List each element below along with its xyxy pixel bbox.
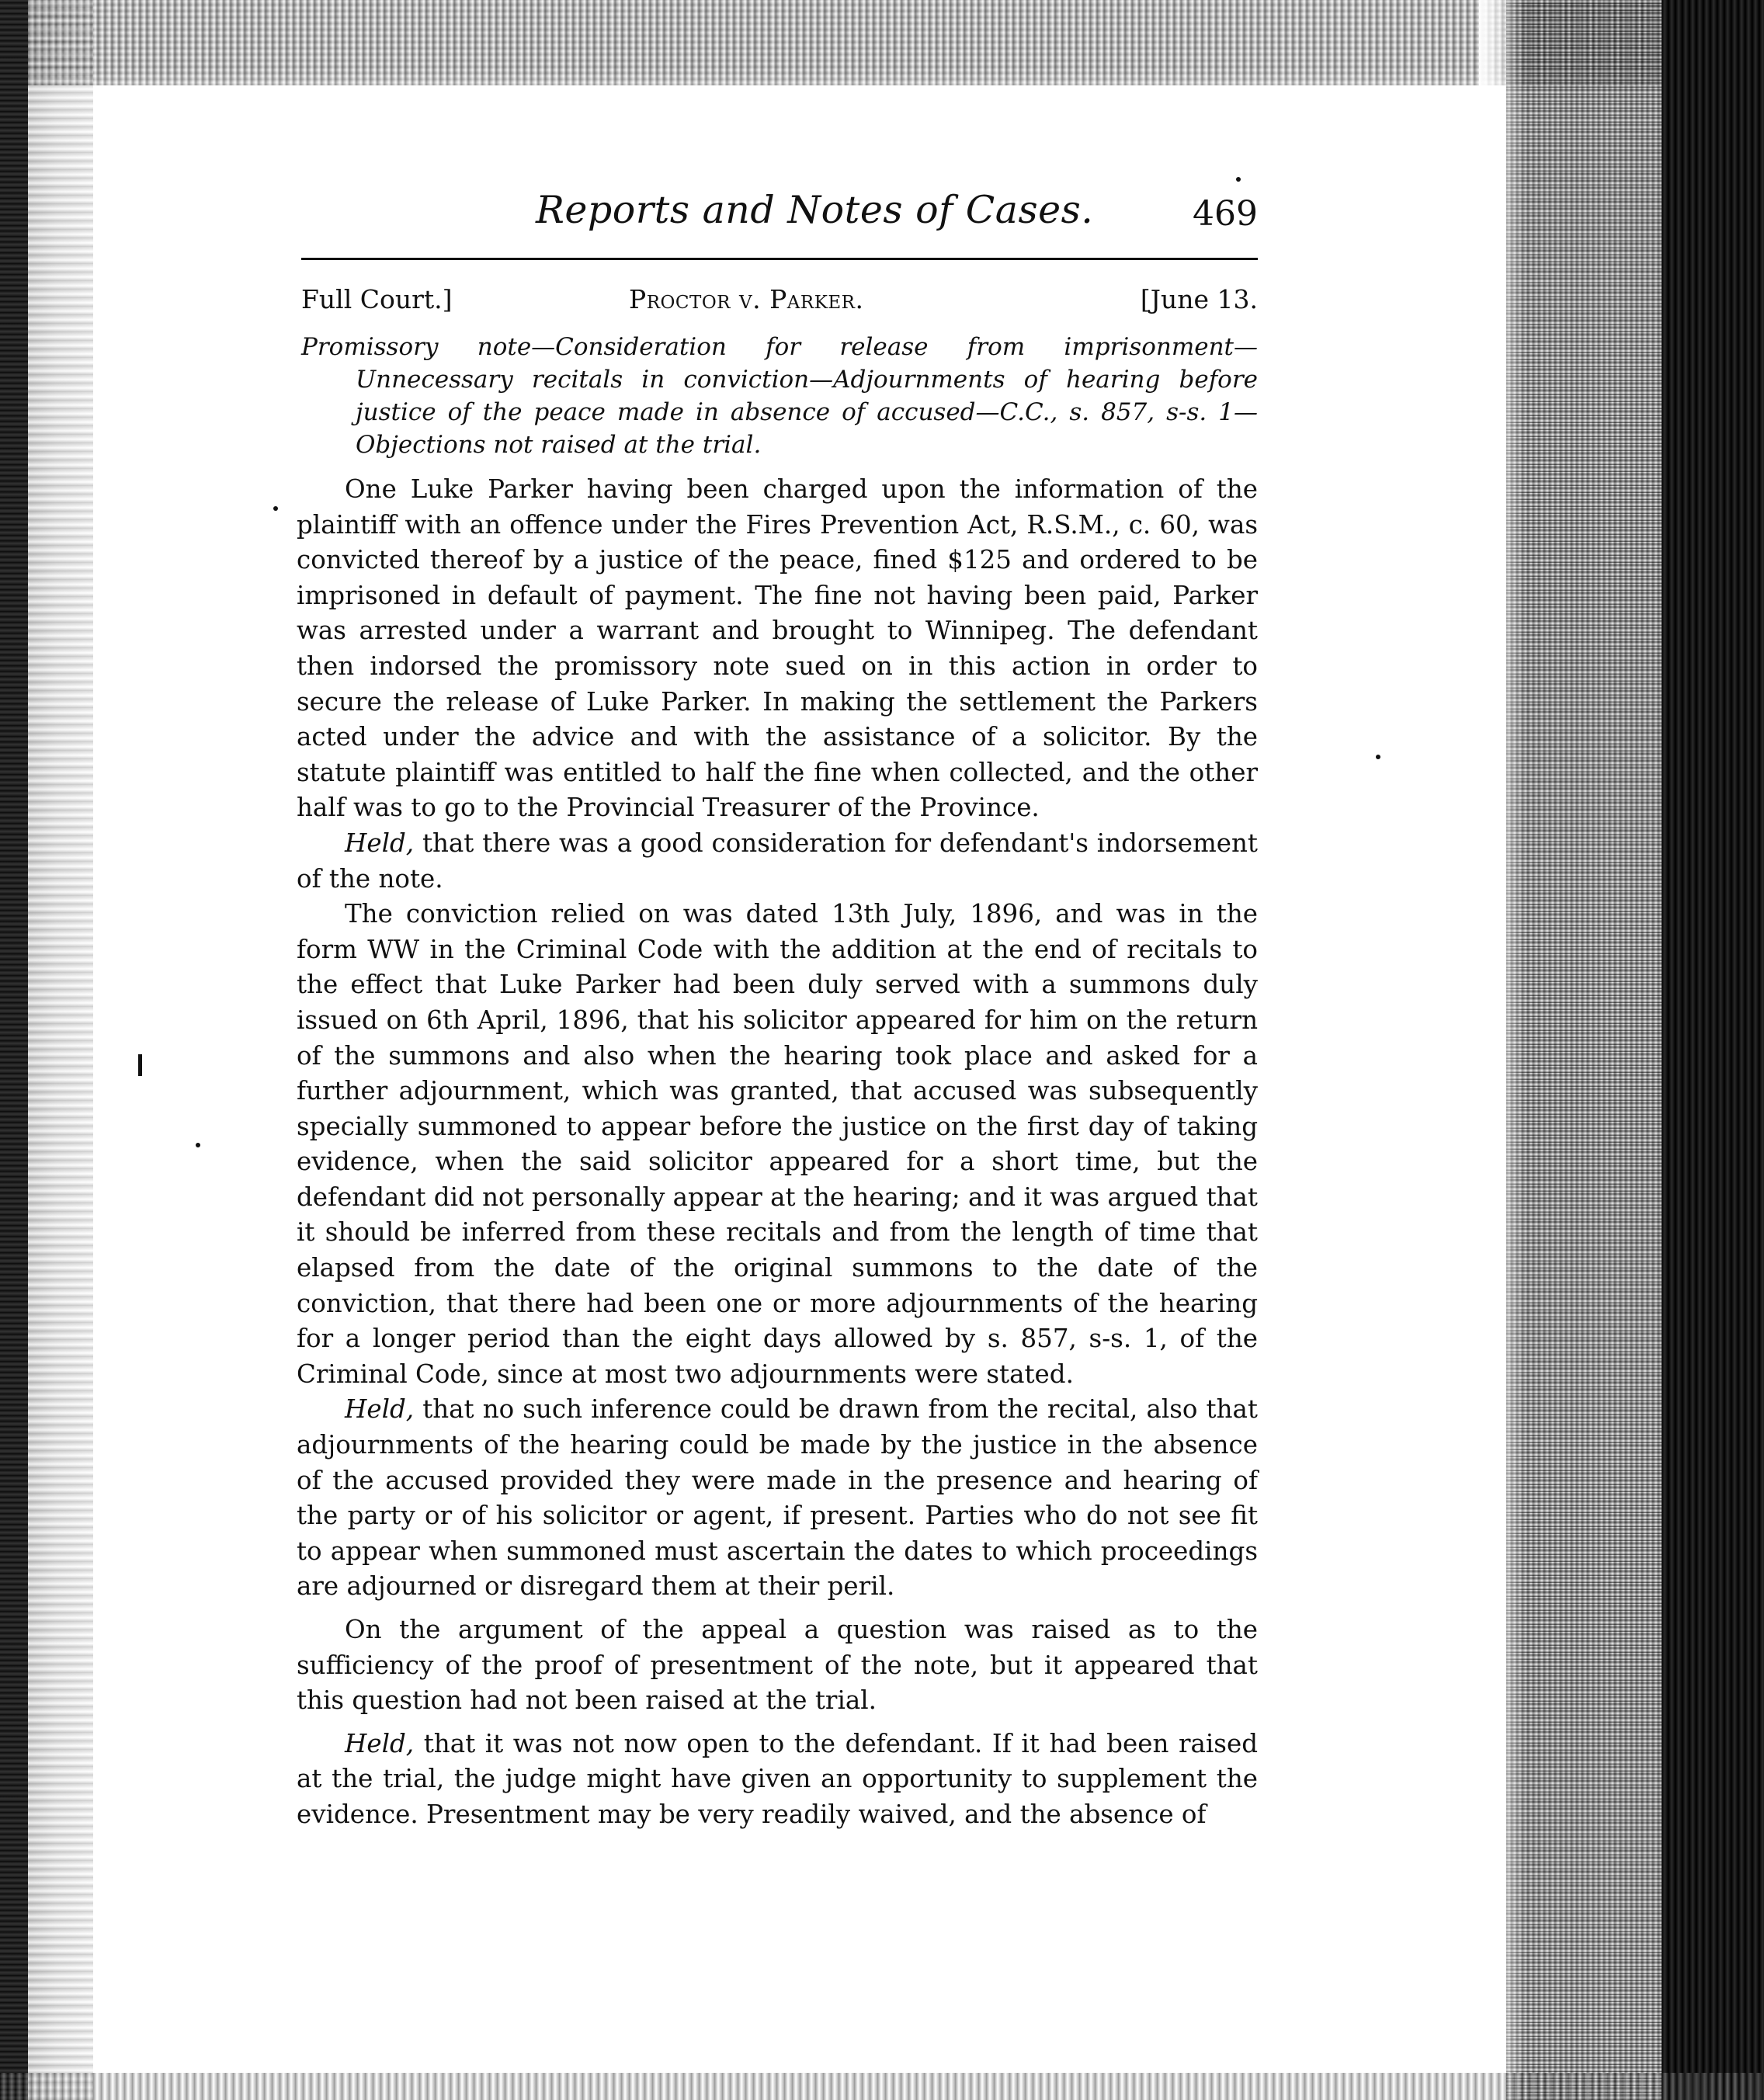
scan-noise-bottom — [0, 2073, 1764, 2100]
case-header — [287, 284, 1258, 329]
header-rule — [301, 258, 1258, 260]
paragraph-text: that it was not now open to the defendant. If it had been raised at the trial, the judge might have given an opportunity to supplement the evidence. Presentment may be very readily waived, and the absence of — [297, 1728, 1258, 1829]
margin-speck — [273, 506, 278, 511]
body-paragraph — [297, 1612, 1258, 1719]
paragraph-text: that no such inference could be drawn from the recital, also that adjournments of the hearing could be made by the justice in the absence of the accused provided they were made in the presence and hearing of the party or of his solicitor or agent, if present. Parties who do not see fit to appear when summoned must ascertain the dates to which proceedings are adjourned or disregard them at their peril. — [297, 1394, 1258, 1602]
margin-speck — [1376, 755, 1380, 759]
held-word: Held, — [345, 1394, 415, 1425]
paragraph-text: One Luke Parker having been charged upon the information of the plaintiff with an offence under the Fires Prevention Act, R.S.M., c. 60, was convicted thereof by a justice of the peace, fined $125 and ordered to be imprisoned in default of payment. The fine not having been paid, Parker was arrested under a warrant and brought to Winnipeg. The defendant then indorsed the promissory note sued on in this action in order to secure the release of Luke Parker. In making the settlement the Parkers acted under the advice and with the assistance of a solicitor. By the statute plaintiff was entitled to half the fine when collected, and the other half was to go to the Provincial Treasurer of the Province. — [297, 474, 1258, 823]
case-court: Full Court.] — [301, 284, 453, 314]
body-paragraph — [297, 1392, 1258, 1605]
body-paragraph — [297, 897, 1258, 1392]
scan-binding-left — [0, 0, 28, 2100]
running-head — [287, 179, 1258, 264]
case-date: [June 13. — [1140, 284, 1258, 314]
margin-mark — [138, 1054, 142, 1076]
paragraph-text: On the argument of the appeal a question was raised as to the sufficiency of the proof of presentment of the note, but it appeared that this question had not been raised at the trial. — [297, 1615, 1258, 1716]
case-body — [297, 472, 1258, 1833]
running-title: Reports and Notes of Cases. — [536, 188, 1094, 232]
headnote: Promissory note—Consideration for release from imprisonment—Unnecessary recitals in conviction—Adjournments of hearing before justice of the peace made in absence of accused—C.C., s. 857, s-s. 1—Objections not raised at the trial. — [301, 333, 1258, 459]
body-paragraph — [297, 472, 1258, 826]
body-paragraph — [297, 826, 1258, 897]
document-page — [287, 179, 1258, 1833]
margin-speck — [196, 1143, 200, 1147]
scan-fade-right — [1479, 0, 1526, 2100]
held-word: Held, — [345, 828, 415, 858]
case-name: Proctor v. Parker. — [629, 284, 864, 314]
paragraph-text: that there was a good consideration for defendant's indorsement of the note. — [297, 828, 1258, 894]
body-paragraph — [297, 1727, 1258, 1833]
paragraph-text: The conviction relied on was dated 13th July, 1896, and was in the form WW in the Criminal Code with the addition at the end of recitals to the effect that Luke Parker had been duly served with a summons duly issued on 6th April, 1896, that his solicitor appeared for him on the return of the summons and also when the hearing took place and asked for a further adjournment, which was granted, that accused was subsequently specially summoned to appear before the justice on the first day of taking evidence, when the said solicitor appeared for a short time, but the defendant did not personally appear at the hearing; and it was argued that it should be inferred from these recitals and from the length of time that elapsed from the date of the original summons to the date of the conviction, that there had been one or more adjournments of the hearing for a longer period than the eight days allowed by s. 857, s-s. 1, of the Criminal Code, since at most two adjournments were stated. — [297, 899, 1258, 1389]
scan-binding-right — [1662, 0, 1764, 2100]
held-word: Held, — [345, 1728, 415, 1758]
page-number: 469 — [1193, 194, 1258, 234]
